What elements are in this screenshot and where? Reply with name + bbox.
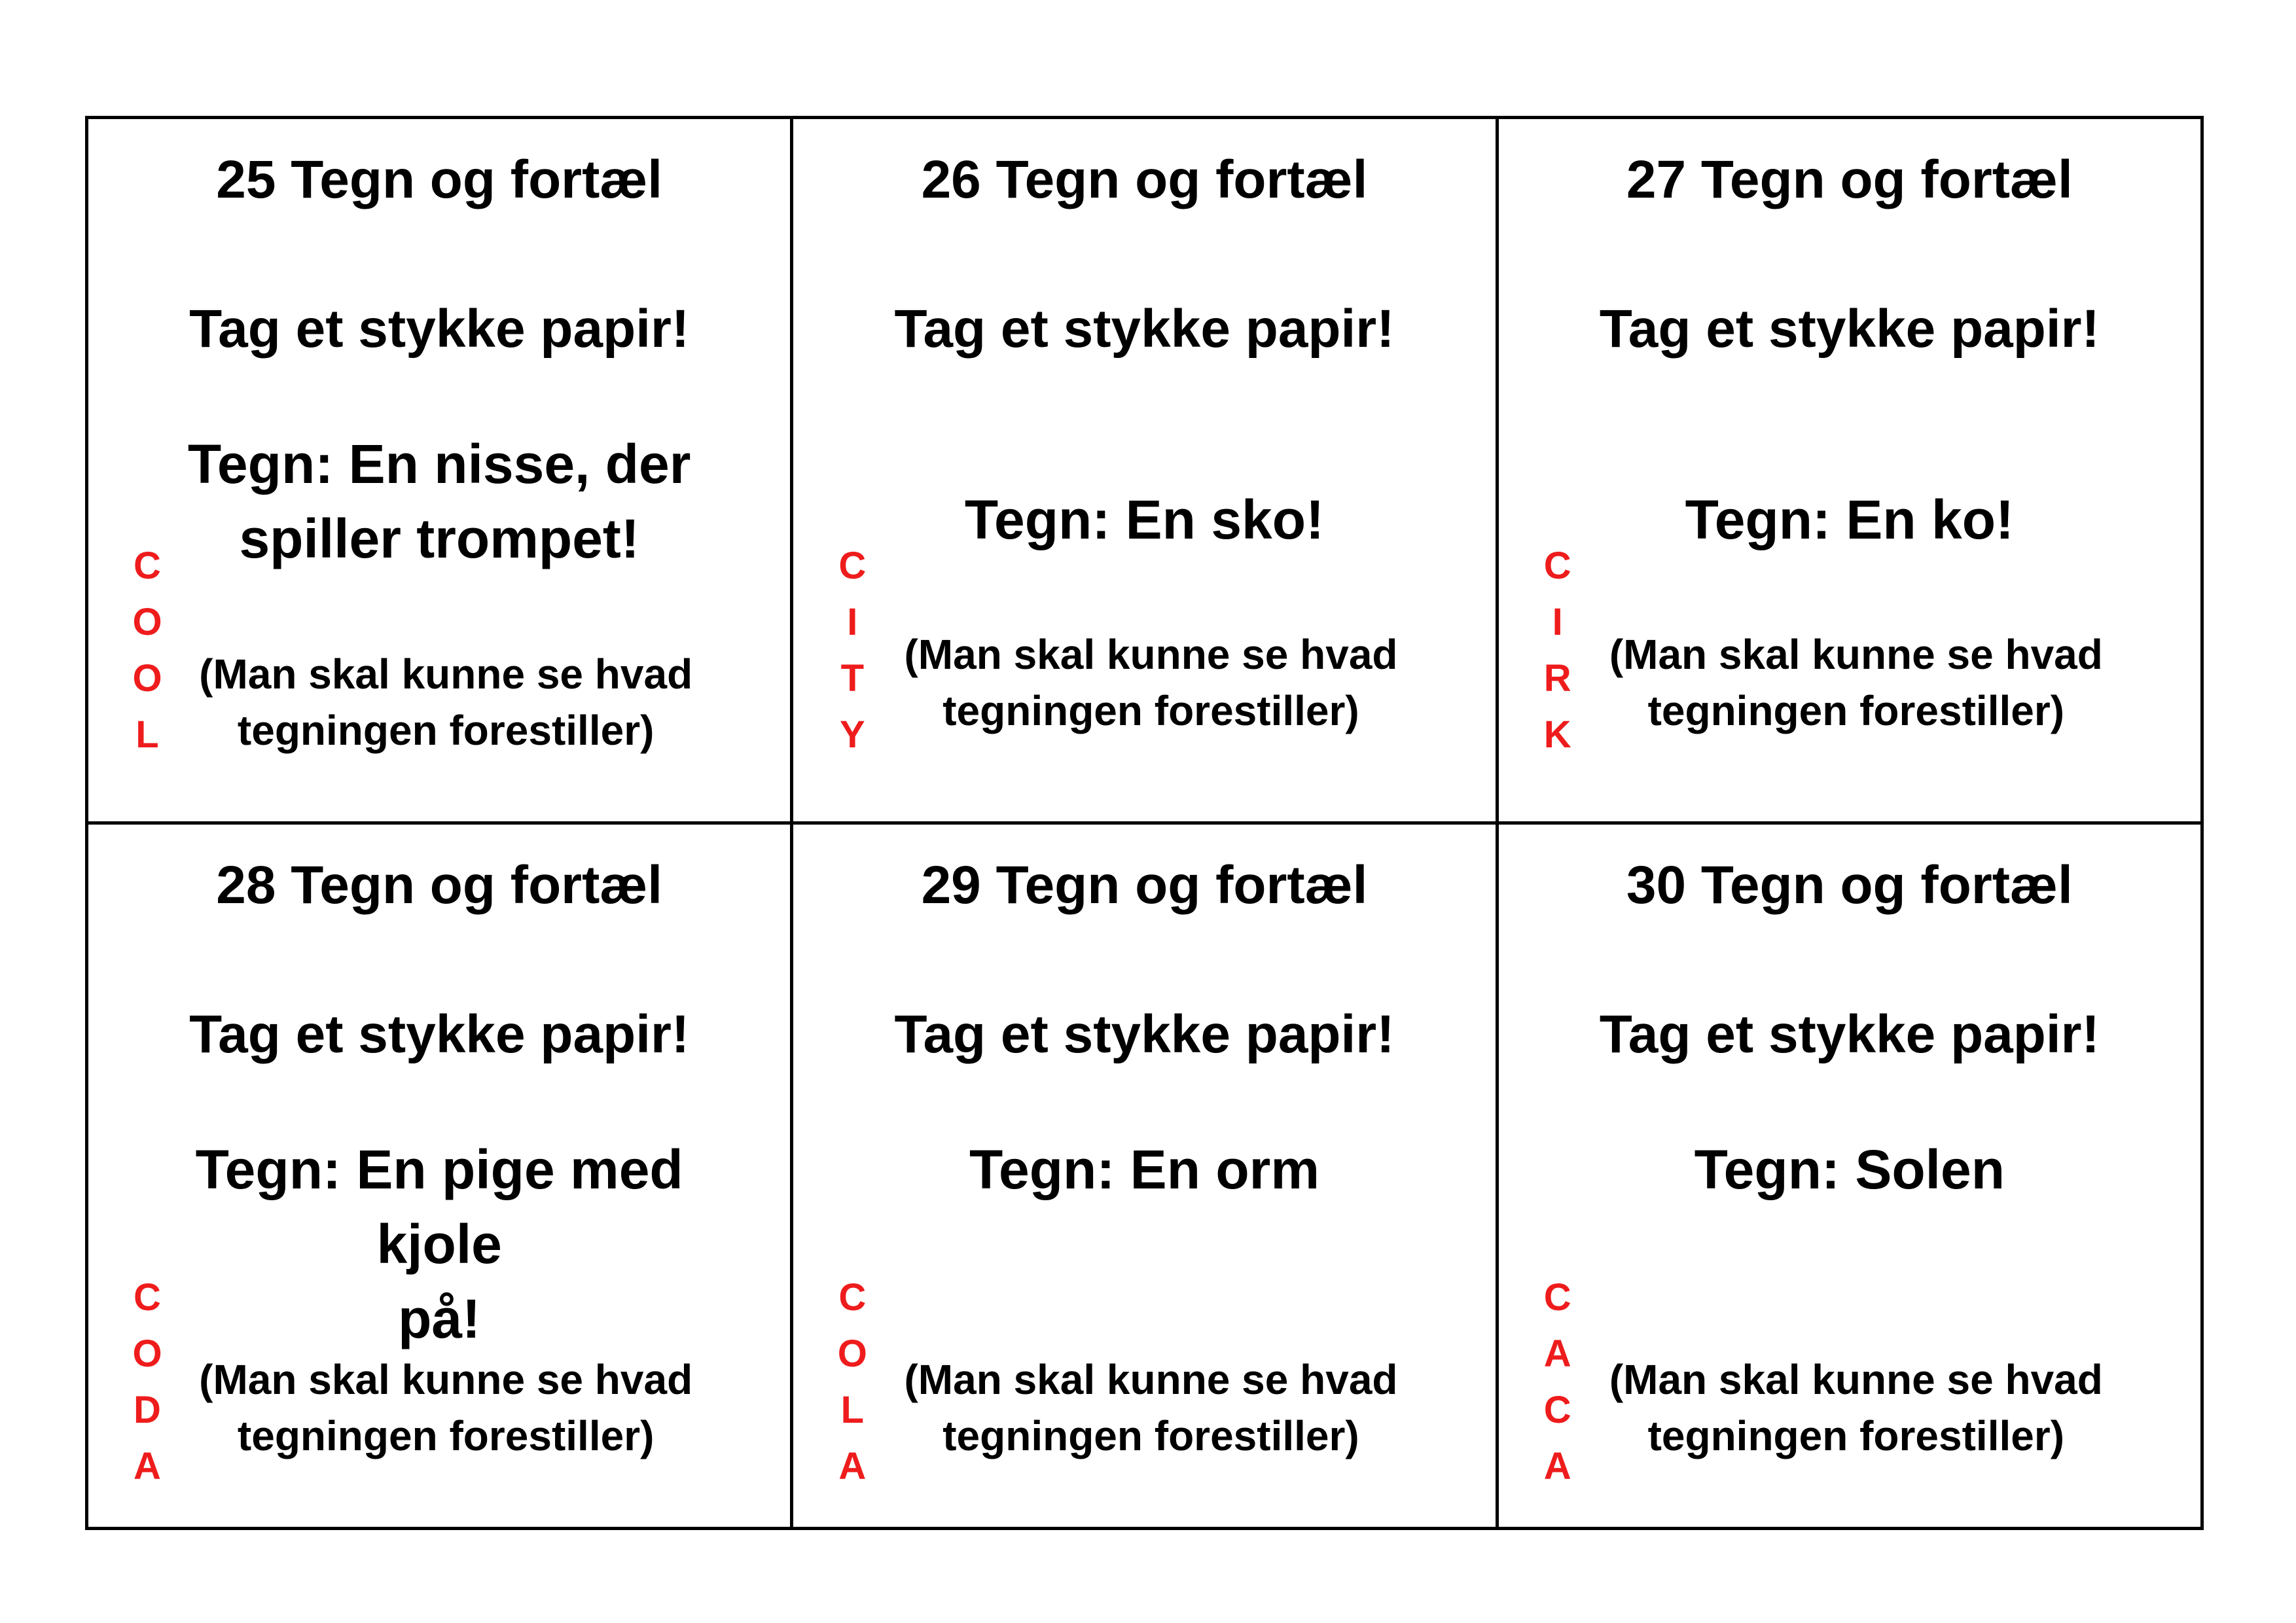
card-word-letter: A: [1543, 1332, 1571, 1375]
card-note: [1577, 1351, 2135, 1464]
card-word-letter: C: [134, 1276, 161, 1319]
card-vertical-word: [833, 1270, 872, 1495]
card-task: [1564, 1132, 2135, 1207]
card-task-line: Tegn: En orm: [969, 1139, 1320, 1200]
card-task: [154, 427, 725, 576]
card-word-letter: C: [134, 544, 161, 587]
card-word-letter: O: [837, 1332, 867, 1375]
card-note-line: (Man skal kunne se hvad: [1609, 631, 2103, 678]
card-word-letter: D: [134, 1389, 161, 1431]
card-note: [872, 626, 1429, 739]
card-word-letter: C: [1543, 1276, 1571, 1319]
card-task-line: Tegn: En sko!: [964, 489, 1325, 550]
card-instruction: Tag et stykke papir!: [189, 1005, 690, 1064]
card-task-line: Tegn: Solen: [1694, 1139, 2005, 1200]
card-note-line: (Man skal kunne se hvad: [904, 1356, 1398, 1403]
card-29: [793, 825, 1498, 1530]
card-instruction: Tag et stykke papir!: [894, 1005, 1395, 1064]
card-26: [793, 119, 1498, 825]
card-word-letter: C: [1543, 1389, 1571, 1431]
card-word-letter: R: [1543, 657, 1571, 700]
card-word-letter: C: [838, 544, 867, 587]
card-vertical-word: [1538, 1270, 1577, 1495]
card-note-line: tegningen forestiller): [1647, 687, 2065, 734]
card-word-letter: C: [838, 1276, 867, 1319]
card-note-line: (Man skal kunne se hvad: [904, 631, 1398, 678]
card-task-line: på!: [398, 1288, 481, 1349]
card-word-letter: L: [840, 1389, 865, 1431]
card-task: [859, 482, 1429, 557]
card-sheet: [85, 116, 2204, 1530]
card-word-letter: I: [1552, 601, 1563, 643]
card-28: [88, 825, 793, 1530]
card-title: 28 Tegn og fortæl: [216, 855, 663, 915]
card-vertical-word: [1538, 538, 1577, 763]
card-word-letter: I: [847, 601, 858, 643]
card-word-letter: L: [135, 713, 159, 756]
card-task: [859, 1132, 1429, 1207]
card-word-letter: A: [838, 1445, 867, 1488]
card-note-line: tegningen forestiller): [942, 687, 1359, 734]
card-title: 27 Tegn og fortæl: [1626, 150, 2073, 209]
card-word-letter: A: [1543, 1445, 1571, 1488]
card-word-letter: O: [132, 657, 162, 700]
card-word-letter: O: [132, 1332, 162, 1375]
card-word-letter: T: [840, 657, 865, 700]
card-vertical-word: [128, 538, 167, 763]
card-word-letter: A: [134, 1445, 161, 1488]
card-word-letter: C: [1543, 544, 1571, 587]
card-note-line: (Man skal kunne se hvad: [199, 651, 693, 698]
card-title: 26 Tegn og fortæl: [921, 150, 1368, 209]
card-note-line: (Man skal kunne se hvad: [1609, 1356, 2103, 1403]
card-task-line: Tegn: En pige med kjole: [195, 1139, 683, 1275]
card-title: 25 Tegn og fortæl: [216, 150, 663, 209]
card-30: [1499, 825, 2204, 1530]
card-instruction: Tag et stykke papir!: [1599, 1005, 2100, 1064]
card-27: [1499, 119, 2204, 825]
card-word-letter: O: [132, 601, 162, 643]
card-vertical-word: [128, 1270, 167, 1495]
card-instruction: Tag et stykke papir!: [1599, 299, 2100, 359]
card-note-line: tegningen forestiller): [237, 707, 655, 754]
card-task: [128, 1132, 751, 1356]
card-word-letter: Y: [839, 713, 865, 756]
card-note-line: tegningen forestiller): [237, 1412, 655, 1459]
card-title: 29 Tegn og fortæl: [921, 855, 1368, 915]
card-word-letter: K: [1543, 713, 1571, 756]
card-title: 30 Tegn og fortæl: [1626, 855, 2073, 915]
card-task-line: spiller trompet!: [239, 508, 639, 569]
card-instruction: Tag et stykke papir!: [189, 299, 690, 359]
card-note: [1577, 626, 2135, 739]
card-task-line: Tegn: En nisse, der: [187, 433, 691, 495]
card-note-line: (Man skal kunne se hvad: [199, 1356, 693, 1403]
card-note: [167, 1351, 725, 1464]
card-task: [1564, 482, 2135, 557]
card-note: [167, 646, 725, 758]
card-25: [88, 119, 793, 825]
card-vertical-word: [833, 538, 872, 763]
card-note-line: tegningen forestiller): [942, 1412, 1359, 1459]
card-instruction: Tag et stykke papir!: [894, 299, 1395, 359]
card-note: [872, 1351, 1429, 1464]
card-task-line: Tegn: En ko!: [1685, 489, 2015, 550]
card-note-line: tegningen forestiller): [1647, 1412, 2065, 1459]
